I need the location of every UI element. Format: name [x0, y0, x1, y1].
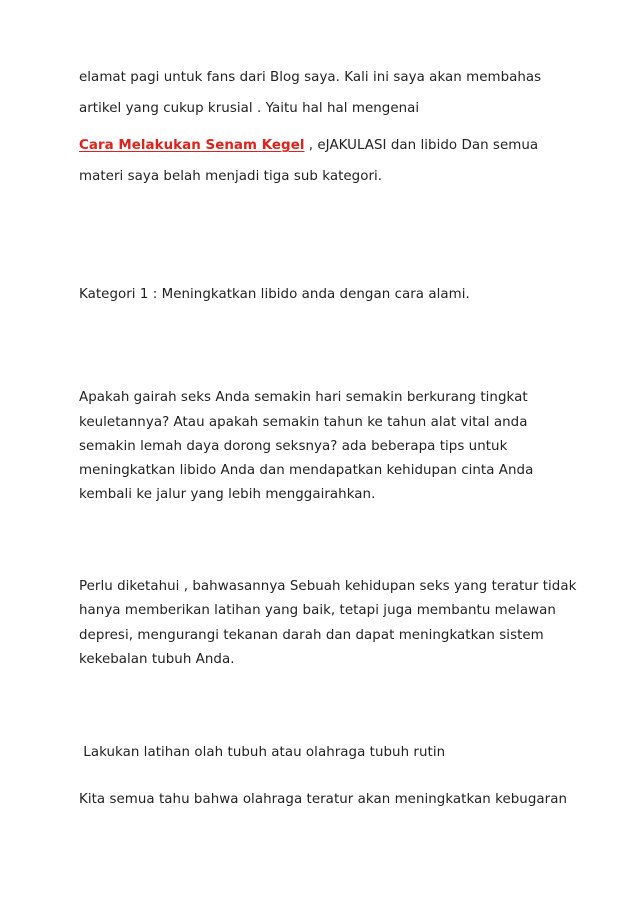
- intro-line-3-rest: , eJAKULASI dan libido Dan semua: [304, 138, 539, 153]
- paragraph-1-line-3: semakin lemah daya dorong seksnya? ada beberapa tips untuk: [79, 439, 508, 454]
- paragraph-1-line-2: keuletannya? Atau apakah semakin tahun ke tahun alat vital anda: [79, 415, 528, 430]
- intro-line-2: artikel yang cukup krusial . Yaitu hal hal mengenai: [79, 101, 420, 116]
- intro-line-3: [79, 137, 538, 155]
- senam-kegel-link[interactable]: Cara Melakukan Senam Kegel: [79, 138, 305, 153]
- paragraph-2-line-4: kekebalan tubuh Anda.: [79, 652, 235, 667]
- paragraph-1-line-1: Apakah gairah seks Anda semakin hari semakin berkurang tingkat: [79, 390, 528, 405]
- subheading: Lakukan latihan olah tubuh atau olahraga tubuh rutin: [79, 745, 446, 760]
- paragraph-2-line-3: depresi, mengurangi tekanan darah dan dapat meningkatkan sistem: [79, 628, 544, 643]
- paragraph-1-line-4: meningkatkan libido Anda dan mendapatkan kehidupan cinta Anda: [79, 463, 534, 478]
- intro-line-1: elamat pagi untuk fans dari Blog saya. Kali ini saya akan membahas: [79, 70, 542, 85]
- intro-line-4: materi saya belah menjadi tiga sub kategori.: [79, 169, 383, 184]
- category-heading: Kategori 1 : Meningkatkan libido anda dengan cara alami.: [79, 287, 470, 302]
- paragraph-2-line-1: Perlu diketahui , bahwasannya Sebuah kehidupan seks yang teratur tidak: [79, 579, 577, 594]
- paragraph-1-line-5: kembali ke jalur yang lebih menggairahkan.: [79, 487, 376, 502]
- paragraph-2-line-2: hanya memberikan latihan yang baik, tetapi juga membantu melawan: [79, 603, 556, 618]
- last-line: Kita semua tahu bahwa olahraga teratur akan meningkatkan kebugaran: [79, 792, 567, 807]
